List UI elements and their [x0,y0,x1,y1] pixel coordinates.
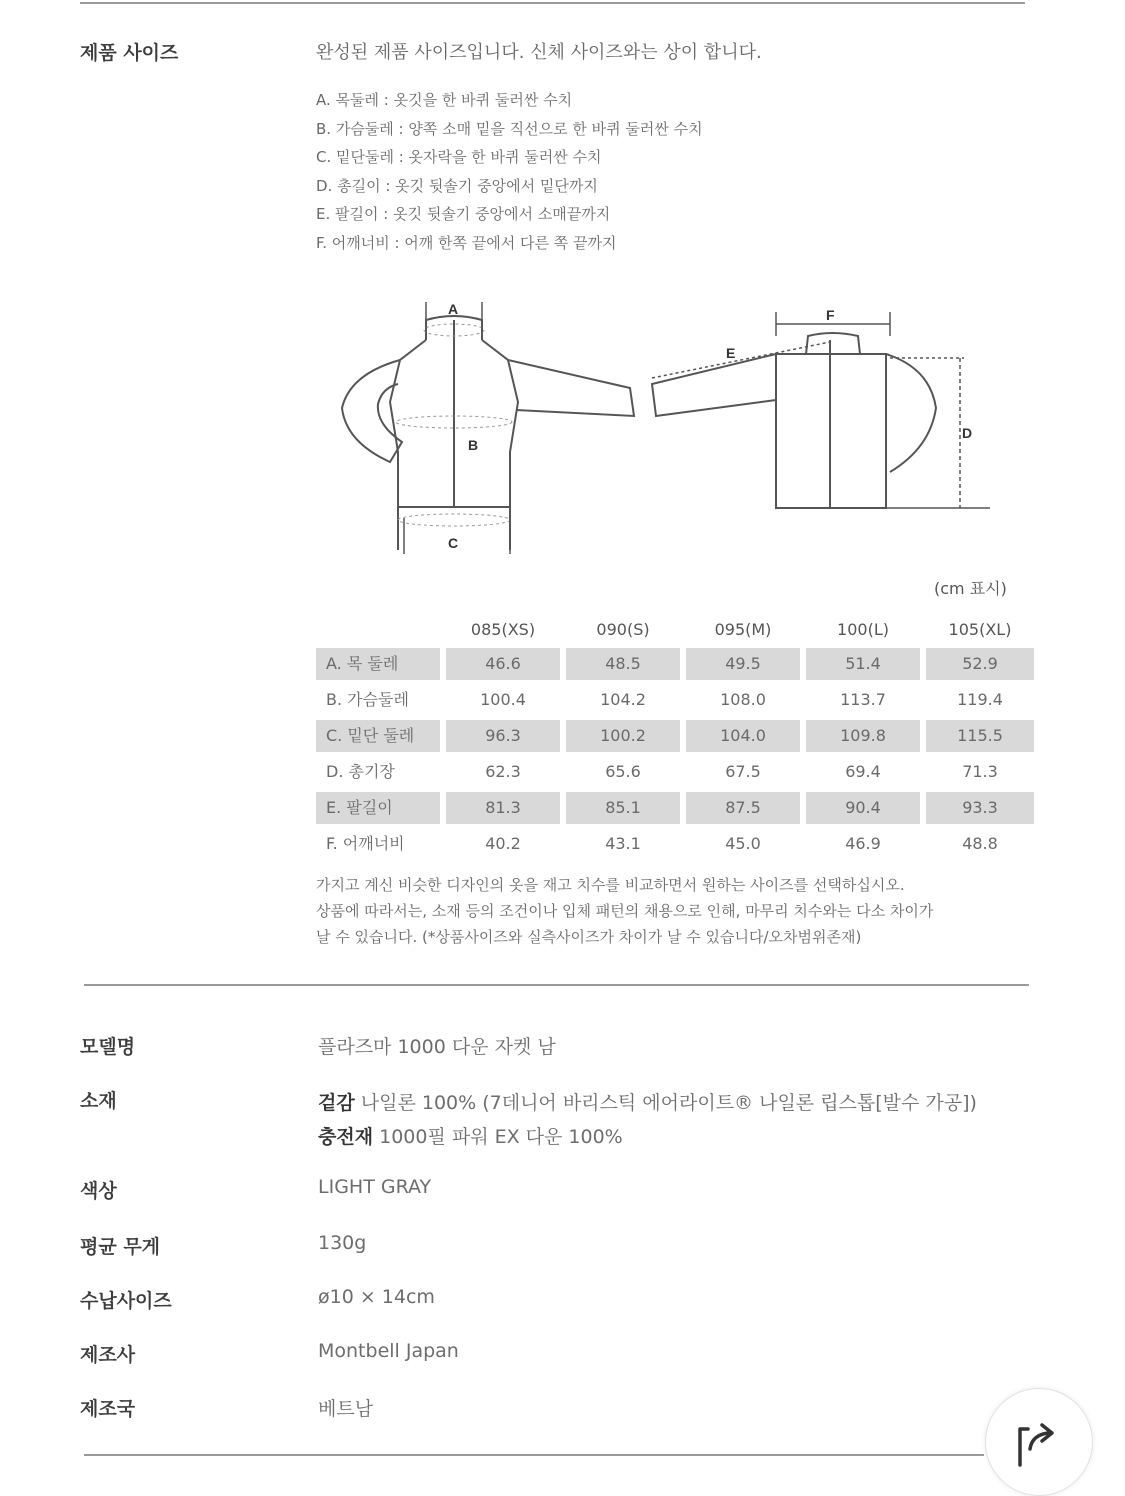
spec-label-manufacturer: 제조사 [80,1344,136,1366]
note-line: 상품에 따라서는, 소재 등의 조건이나 입체 패턴의 채용으로 인해, 마무리 치수와는 다소 차이가 [316,902,934,920]
sleeve-measure-line [652,342,830,378]
diagram-label-e: E [726,345,736,361]
spec-value-origin: 베트남 [318,1398,374,1420]
size-table [316,612,1037,862]
back-right-sleeve [886,354,936,472]
diagram-label-f: F [826,307,835,323]
table-cell: 100.2 [566,720,680,752]
row-label: C. 밑단 둘레 [316,720,440,752]
note-line: 가지고 계신 비슷한 디자인의 옷을 재고 치수를 비교하면서 원하는 사이즈를 선택하십시오. [316,876,905,894]
table-cell: 87.5 [686,792,800,824]
size-note [316,872,1036,950]
table-cell: 48.5 [566,648,680,680]
unit-note: (cm 표시) [934,579,1007,598]
spec-label-material: 소재 [80,1090,117,1112]
size-header: 090(S) [596,619,650,639]
size-header: 105(XL) [948,619,1012,639]
section-divider [84,984,1029,986]
definition-b: B. 가슴둘레 : 양쪽 소매 밑을 직선으로 한 바퀴 둘러싼 수치 [316,119,703,138]
jacket-measurement-diagram [330,292,1010,562]
note-line: 날 수 있습니다. (*상품사이즈와 실측사이즈가 차이가 날 수 있습니다/오차범위존재) [316,928,862,946]
table-cell: 104.2 [600,690,646,709]
table-row [316,790,1037,826]
size-header: 095(M) [714,619,772,639]
table-cell: 40.2 [485,834,521,853]
table-cell: 71.3 [962,762,998,781]
table-cell: 52.9 [926,648,1034,680]
share-button[interactable] [985,1388,1093,1496]
size-section-label: 제품 사이즈 [80,42,179,64]
table-cell: 104.0 [686,720,800,752]
material-fill-text: 1000필 파워 EX 다운 100% [373,1126,623,1148]
bottom-divider [84,1454,984,1456]
back-collar [806,333,860,354]
spec-label-pack-size: 수납사이즈 [80,1290,172,1312]
hem-measure [398,514,510,526]
table-row [316,718,1037,754]
share-icon [1006,1409,1066,1469]
spec-label-weight: 평균 무게 [80,1236,161,1258]
table-row [316,682,1037,718]
diagram-label-b: B [468,437,479,453]
front-left-sleeve [342,360,402,462]
material-shell-label: 겉감 [318,1092,355,1114]
spec-label-model: 모델명 [80,1036,136,1058]
size-header: 085(XS) [470,619,536,639]
table-cell: 46.9 [845,834,881,853]
table-cell: 67.5 [725,762,761,781]
spec-value-model: 플라즈마 1000 다운 자켓 남 [318,1036,556,1058]
table-cell: 109.8 [806,720,920,752]
spec-value-pack-size: ø10 × 14cm [318,1286,435,1308]
diagram-label-d: D [962,425,973,441]
definition-f: F. 어깨너비 : 어깨 한쪽 끝에서 다른 쪽 끝까지 [316,233,617,252]
table-cell: 85.1 [566,792,680,824]
table-cell: 48.8 [962,834,998,853]
table-cell: 96.3 [446,720,560,752]
row-label: B. 가슴둘레 [326,690,409,709]
table-cell: 81.3 [446,792,560,824]
back-left-sleeve [652,354,776,416]
front-right-sleeve [508,360,634,416]
diagram-label-a: A [448,301,459,317]
table-cell: 43.1 [605,834,641,853]
definition-c: C. 밑단둘레 : 옷자락을 한 바퀴 둘러싼 수치 [316,148,602,167]
table-cell: 62.3 [485,762,521,781]
material-line-fill [318,1120,977,1154]
row-label: E. 팔길이 [316,792,440,824]
definition-a: A. 목둘레 : 옷깃을 한 바퀴 둘러싼 수치 [316,91,573,109]
table-cell: 45.0 [725,834,761,853]
row-label: F. 어깨너비 [326,834,405,853]
spec-value-color: LIGHT GRAY [318,1176,432,1198]
table-cell: 69.4 [845,762,881,781]
table-cell: 90.4 [806,792,920,824]
spec-label-origin: 제조국 [80,1398,136,1420]
size-intro: 완성된 제품 사이즈입니다. 신체 사이즈와는 상이 합니다. [316,42,762,63]
spec-value-weight: 130g [318,1232,367,1254]
table-row [316,826,1037,862]
table-row [316,646,1037,682]
row-label: A. 목 둘레 [316,648,440,680]
table-cell: 46.6 [446,648,560,680]
spec-label-color: 색상 [80,1180,117,1202]
table-cell: 49.5 [686,648,800,680]
top-divider [80,2,1025,4]
material-line-shell [318,1086,977,1120]
table-cell: 119.4 [957,690,1003,709]
table-cell: 51.4 [806,648,920,680]
table-cell: 108.0 [720,690,766,709]
definition-e: E. 팔길이 : 옷깃 뒷솔기 중앙에서 소매끝까지 [316,205,611,224]
spec-value-manufacturer: Montbell Japan [318,1340,459,1362]
definition-d: D. 총길이 : 옷깃 뒷솔기 중앙에서 밑단까지 [316,176,598,195]
table-cell: 115.5 [926,720,1034,752]
table-cell: 93.3 [926,792,1034,824]
table-cell: 65.6 [605,762,641,781]
size-definitions [316,86,703,258]
material-shell-text: 나일론 100% (7데니어 바리스틱 에어라이트® 나일론 립스톱[발수 가공]) [354,1092,977,1114]
table-row [316,754,1037,790]
row-label: D. 총기장 [326,762,395,781]
size-header: 100(L) [837,619,889,639]
spec-value-material [318,1086,977,1154]
diagram-label-c: C [448,535,459,551]
table-cell: 100.4 [480,690,526,709]
material-fill-label: 충전재 [318,1126,374,1148]
table-cell: 113.7 [840,690,886,709]
